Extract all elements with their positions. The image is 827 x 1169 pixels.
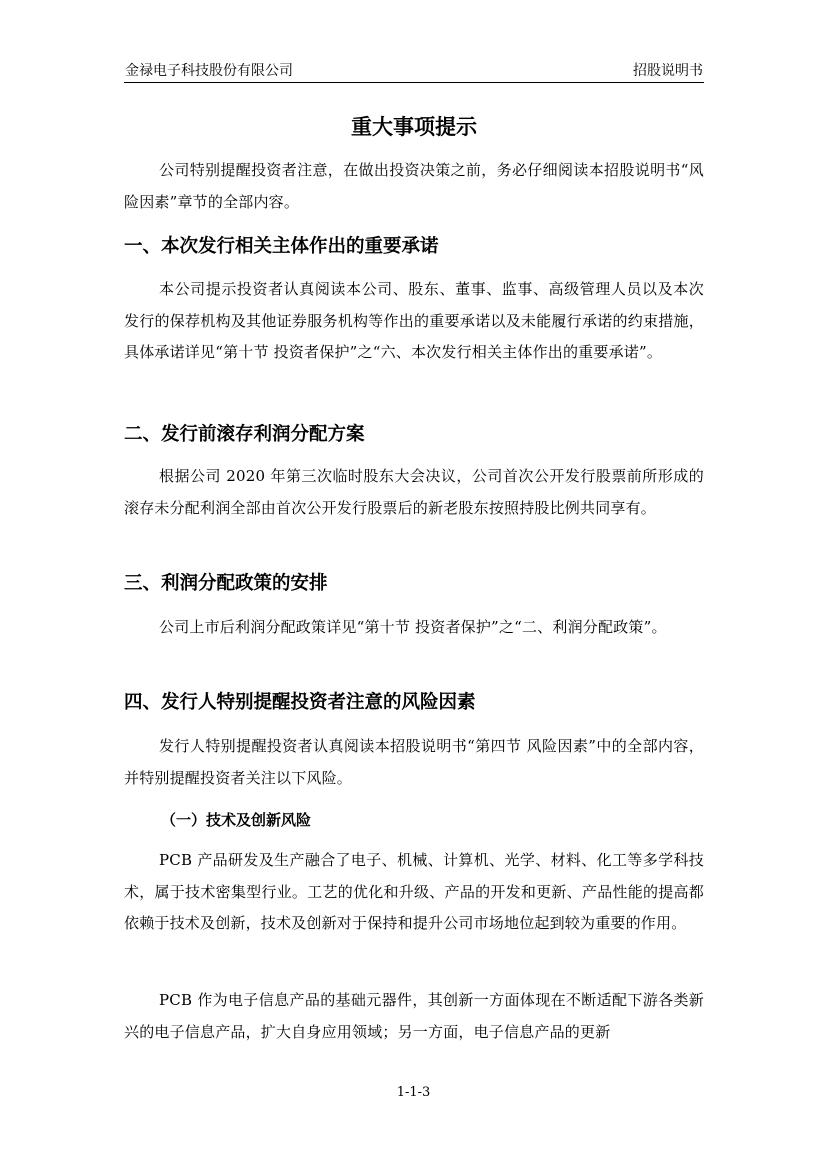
section-heading-3: 三、利润分配政策的安排: [124, 573, 328, 594]
subsection-paragraph-1: PCB 产品研发及生产融合了电子、机械、计算机、光学、材料、化工等多学科技术，属于技术密集型行业。工艺的优化和升级、产品的开发和更新、产品性能的提高都依赖于技术及创新，技术及创新对于保持和提升公司市场地位起到较为重要的作用。: [124, 851, 704, 932]
header-document-type: 招股说明书: [633, 63, 703, 79]
intro-paragraph: 公司特别提醒投资者注意，在做出投资决策之前，务必仔细阅读本招股说明书“风险因素”章节的全部内容。: [124, 161, 704, 211]
header-divider: [124, 82, 704, 83]
section-heading-4: 四、发行人特别提醒投资者注意的风险因素: [124, 692, 476, 713]
section-heading-1: 一、本次发行相关主体作出的重要承诺: [124, 236, 439, 257]
section-heading-2: 二、发行前滚存利润分配方案: [124, 424, 365, 445]
page-number: 1-1-3: [396, 1085, 431, 1100]
section-body-3: 公司上市后利润分配政策详见“第十节 投资者保护”之“二、利润分配政策”。: [159, 618, 667, 636]
section-body-1: 本公司提示投资者认真阅读本公司、股东、董事、监事、高级管理人员以及本次发行的保荐机构及其他证券服务机构等作出的重要承诺以及未能履行承诺的约束措施，具体承诺详见“第十节 投资者保护”之“六、本次发行相关主体作出的重要承诺”。: [124, 280, 704, 361]
section-body-4: 发行人特别提醒投资者认真阅读本招股说明书“第四节 风险因素”中的全部内容，并特别提醒投资者关注以下风险。: [124, 737, 704, 787]
section-body-2: 根据公司 2020 年第三次临时股东大会决议，公司首次公开发行股票前所形成的滚存未分配利润全部由首次公开发行股票后的新老股东按照持股比例共同享有。: [124, 467, 704, 517]
page-title: 重大事项提示: [351, 115, 477, 139]
subsection-heading: （一）技术及创新风险: [161, 811, 312, 829]
header-company-name: 金禄电子科技股份有限公司: [125, 63, 293, 79]
subsection-paragraph-2: PCB 作为电子信息产品的基础元器件，其创新一方面体现在不断适配下游各类新兴的电子信息产品，扩大自身应用领域；另一方面，电子信息产品的更新: [124, 991, 704, 1041]
